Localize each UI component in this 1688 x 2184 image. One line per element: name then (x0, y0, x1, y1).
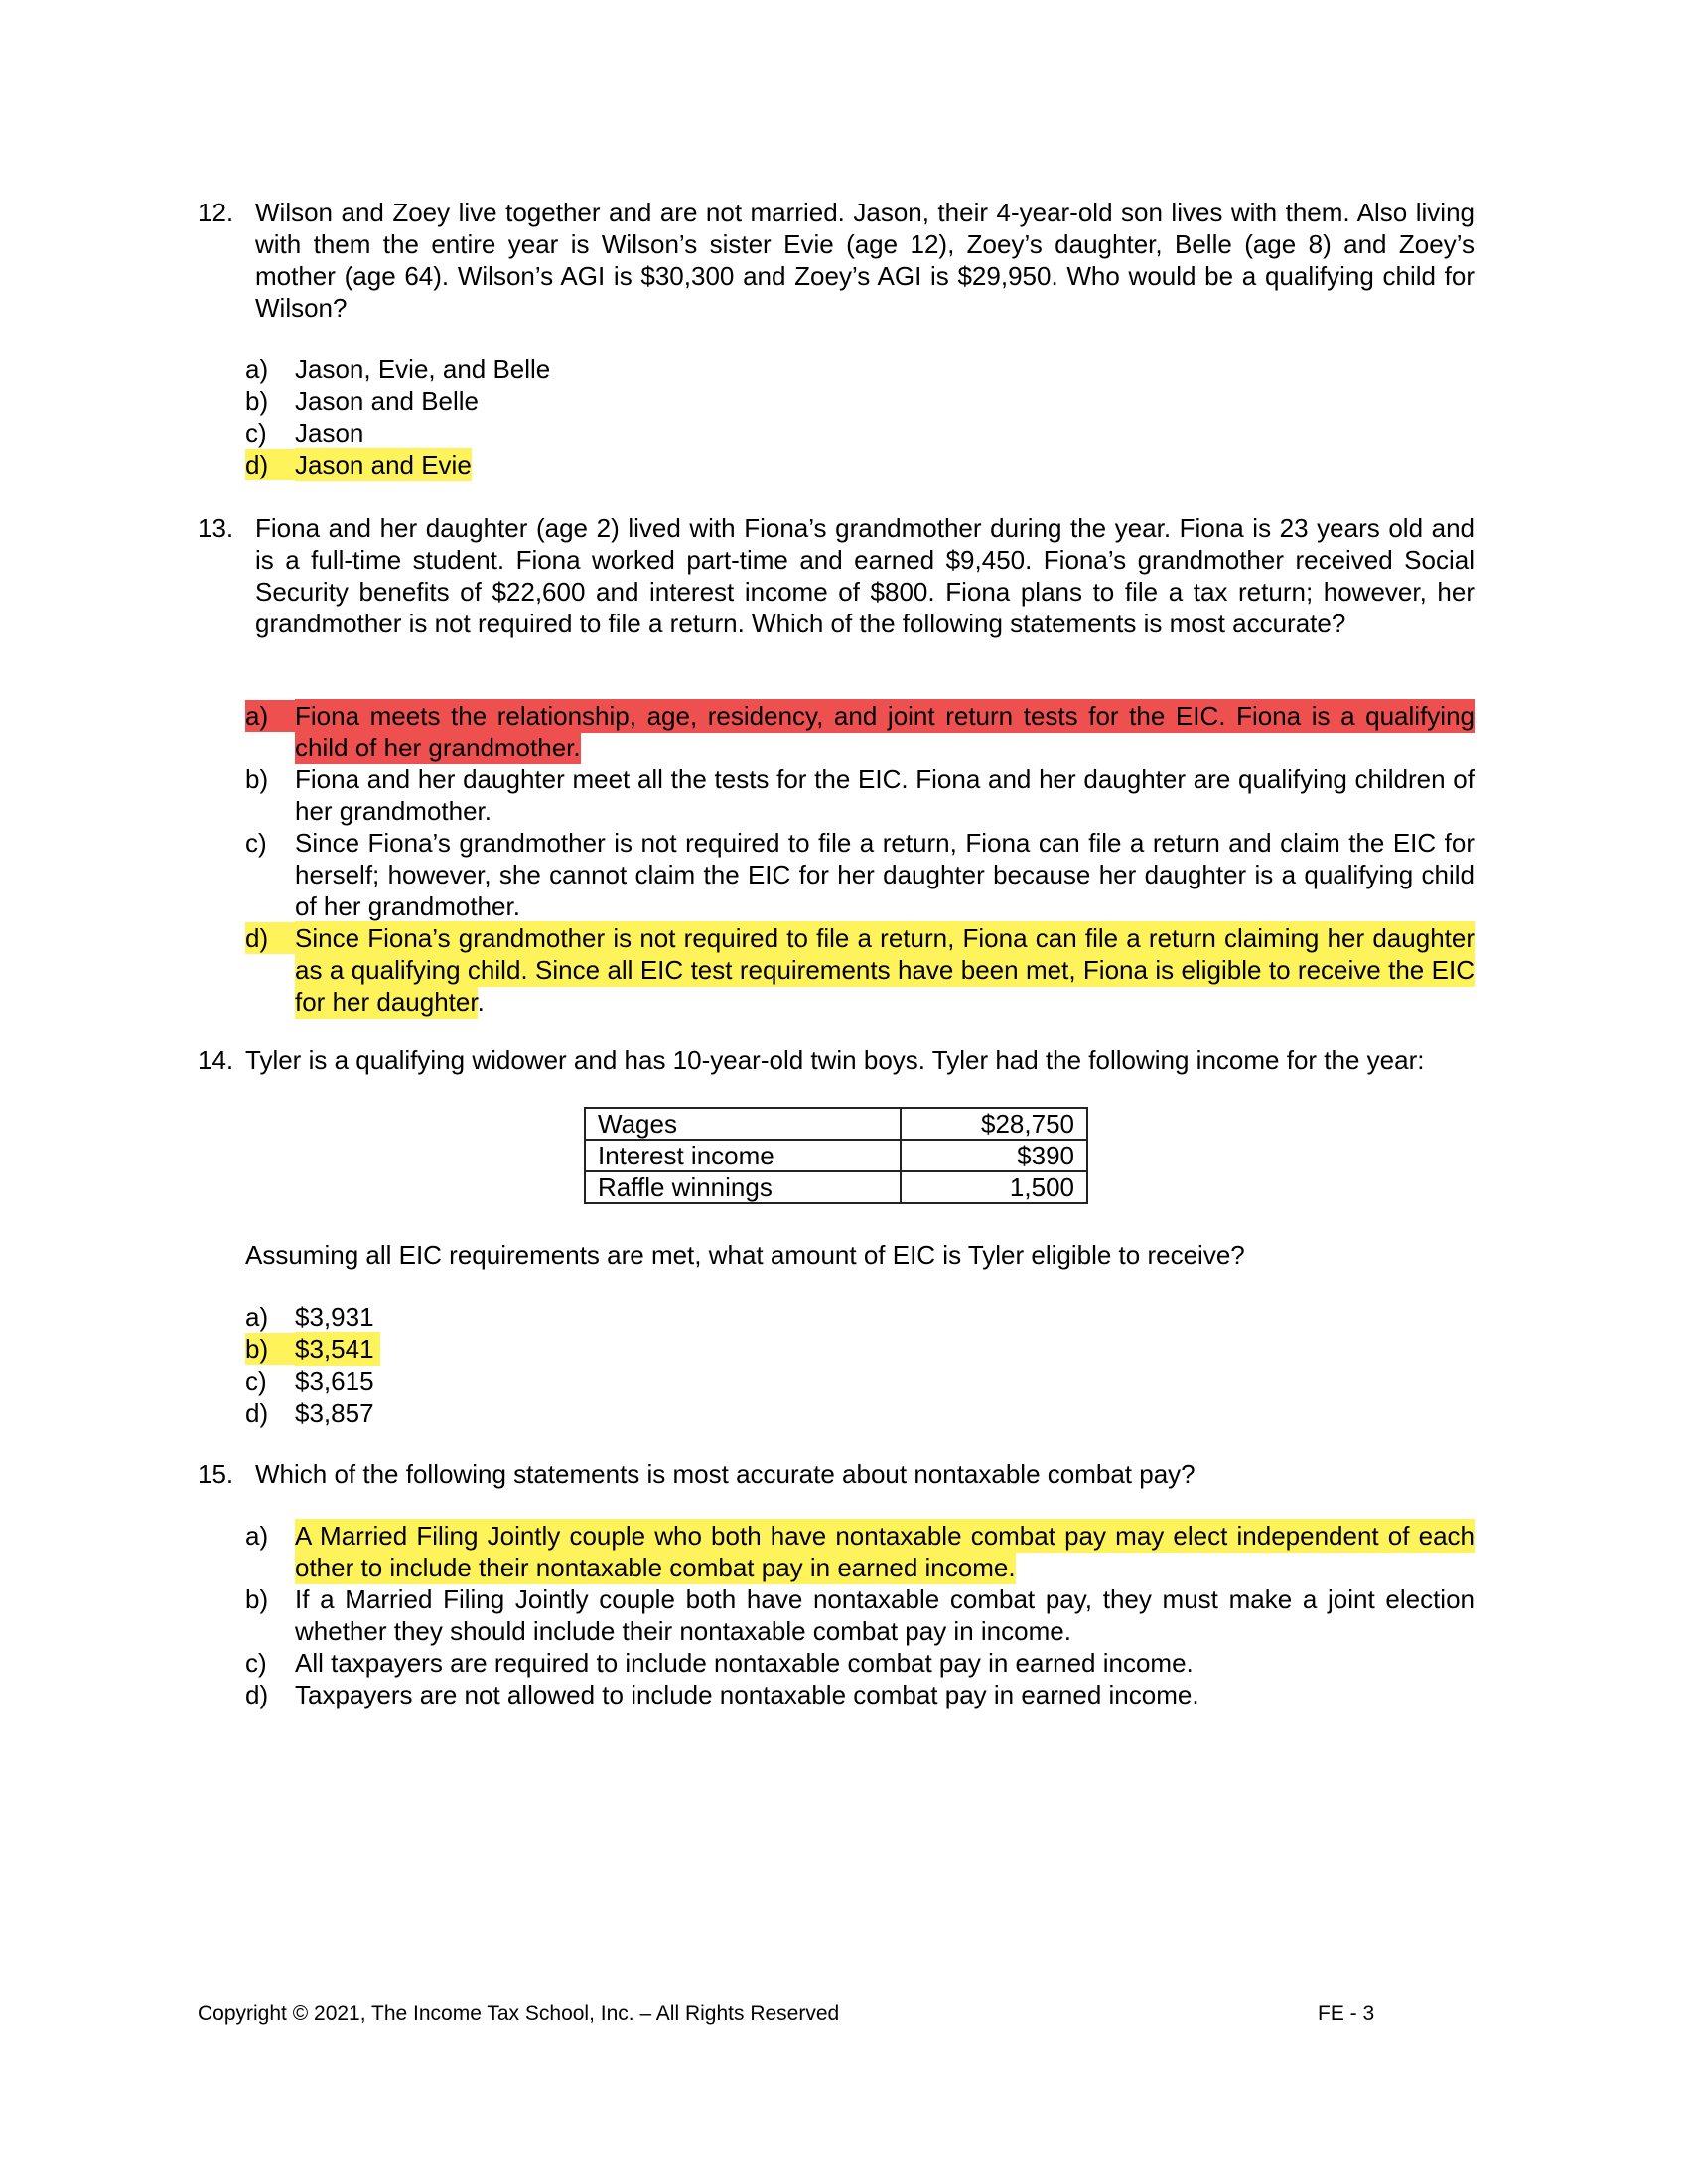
question-number: 15. (198, 1459, 234, 1489)
option-d: d) $3,857 (245, 1398, 374, 1428)
question-15 (198, 1458, 1475, 1490)
question-13-options (245, 700, 1475, 1018)
option-d-highlighted: d) Since Fiona’s grandmother is not required to file a return, Fiona can file a return claiming her daughter as a qualifying child. Since all EIC test requirements have been met, Fiona is eligible to receive the EIC for her daughter. (245, 923, 1475, 1017)
question-14-followup: Assuming all EIC requirements are met, what amount of EIC is Tyler eligible to receive? (245, 1240, 1245, 1270)
question-13 (198, 512, 1475, 639)
option-b-highlighted: b) $3,541 (245, 1333, 1475, 1365)
income-table (584, 1107, 1088, 1204)
question-15-options (245, 1520, 1475, 1710)
option-c: c) All taxpayers are required to include nontaxable combat pay in earned income. (245, 1648, 1194, 1678)
question-text: Wilson and Zoey live together and are not married. Jason, their 4-year-old son lives with them. Also living with them the entire year is Wilson’s sister Evie (age 12), Zoey’s daughter, Belle (age 8) and Zoey’s mother (age 64). Wilson’s AGI is $30,300 and Zoey’s AGI is $29,950. Who would be a qualifying child for Wilson? (255, 198, 1475, 323)
question-14-options (245, 1301, 1475, 1429)
option-a: a) $3,931 (245, 1302, 374, 1332)
question-number: 13. (198, 513, 234, 543)
option-b: b) Fiona and her daughter meet all the tests for the EIC. Fiona and her daughter are qualifying children of her grandmother. (245, 764, 1475, 826)
option-c: c) $3,615 (245, 1366, 374, 1396)
table-row: Raffle winnings 1,500 (585, 1171, 1087, 1203)
question-14 (198, 1044, 1475, 1076)
question-text: Which of the following statements is most accurate about nontaxable combat pay? (255, 1459, 1196, 1489)
table-row: Wages $28,750 (585, 1108, 1087, 1140)
footer-page-number: FE - 3 (1318, 2002, 1375, 2025)
question-text: Tyler is a qualifying widower and has 10-year-old twin boys. Tyler had the following income for the year: (245, 1045, 1425, 1075)
table-row: Interest income $390 (585, 1140, 1087, 1171)
question-text: Fiona and her daughter (age 2) lived with Fiona’s grandmother during the year. Fiona is 23 years old and is a full-time student. Fiona worked part-time and earned $9,450. Fiona’s grandmother received Social Security benefits of $22,600 and interest income of $800. Fiona plans to file a tax return; however, her grandmother is not required to file a return. Which of the following statements is most accurate? (255, 513, 1475, 638)
question-12 (198, 197, 1475, 324)
option-c: c) Since Fiona’s grandmother is not required to file a return, Fiona can file a return and claim the EIC for herself; however, she cannot claim the EIC for her daughter because her daughter is a qualifying child of her grandmother. (245, 828, 1475, 921)
option-a-highlighted-red: a) Fiona meets the relationship, age, residency, and joint return tests for the EIC. Fiona is a qualifying child of her grandmother. (245, 701, 1475, 762)
option-a-highlighted: a) A Married Filing Jointly couple who both have nontaxable combat pay may elect independent of each other to include their nontaxable combat pay in earned income. (245, 1521, 1475, 1582)
question-12-options (245, 353, 1475, 480)
option-c: c) Jason (245, 418, 364, 448)
option-b: b) Jason and Belle (245, 386, 480, 416)
option-b: b) If a Married Filing Jointly couple both have nontaxable combat pay, they must make a joint election whether they should include their nontaxable combat pay in income. (245, 1584, 1475, 1646)
footer-copyright: Copyright © 2021, The Income Tax School, Inc. – All Rights Reserved (198, 2002, 840, 2025)
question-number: 12. (198, 198, 234, 227)
option-d-highlighted: d) Jason and Evie (245, 450, 472, 479)
question-number: 14. (198, 1045, 234, 1075)
option-a: a) Jason, Evie, and Belle (245, 354, 551, 384)
option-d: d) Taxpayers are not allowed to include nontaxable combat pay in earned income. (245, 1680, 1199, 1709)
